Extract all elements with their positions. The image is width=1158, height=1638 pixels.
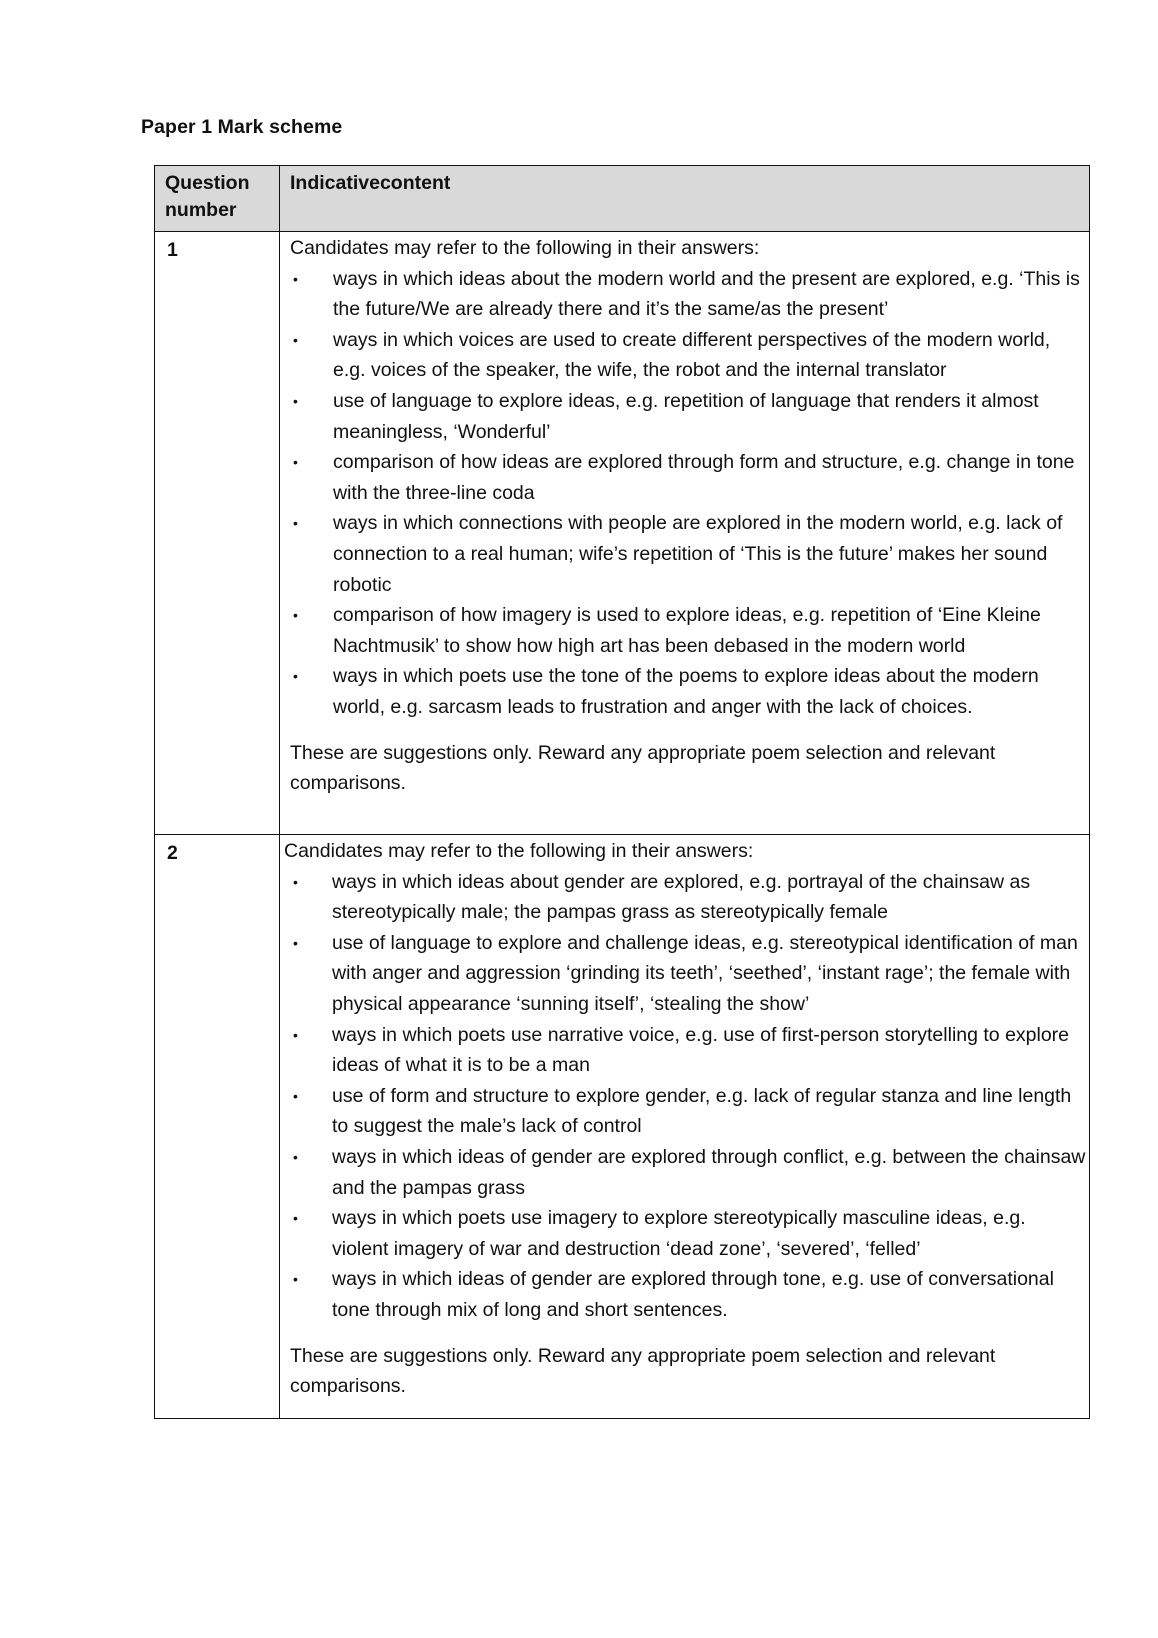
content-note: These are suggestions only. Reward any appropriate poem selection and relevant comparisons. (290, 1344, 996, 1398)
page-title: Paper 1 Mark scheme (141, 116, 343, 138)
list-item-text: ways in which poets use the tone of the poems to explore ideas about the modern world, e.g. sarcasm leads to frustration and anger with the lack of choices. (333, 665, 1039, 718)
question-number: 1 (155, 232, 280, 835)
table-header-row (155, 166, 1090, 232)
list-item-text: use of form and structure to explore gender, e.g. lack of regular stanza and line length to suggest the male’s lack of control (332, 1084, 1072, 1138)
list-item (290, 447, 1087, 508)
header-question-number: Question number (155, 166, 280, 232)
content-note: These are suggestions only. Reward any appropriate poem selection and relevant comparisons. (290, 741, 996, 795)
list-item (284, 928, 1087, 1020)
list-item (290, 386, 1087, 447)
bullet-icon: • (293, 1026, 298, 1043)
indicative-content-cell (280, 835, 1090, 1419)
list-item (284, 1081, 1087, 1142)
list-item (284, 867, 1087, 928)
table-row (155, 835, 1090, 1419)
list-item-text: ways in which ideas of gender are explored through tone, e.g. use of conversational tone through mix of long and short sentences. (332, 1268, 1054, 1321)
list-item-text: use of language to explore ideas, e.g. repetition of language that renders it almost meaningless, ‘Wonderful’ (333, 389, 1039, 443)
mark-scheme-table (154, 165, 1090, 1419)
list-item (284, 1020, 1087, 1081)
header-indicative-content: Indicativecontent (280, 166, 1090, 232)
indicative-content-cell (280, 232, 1090, 835)
table-row (155, 232, 1090, 835)
list-item-text: use of language to explore and challenge ideas, e.g. stereotypical identification of man with anger and aggression ‘grinding its teeth’, ‘seethed’, ‘instant rage’; the female with physical appearance ‘sunning itself’, ‘stealing the show’ (332, 931, 1078, 1015)
bullet-icon: • (293, 270, 298, 287)
list-item (290, 508, 1087, 600)
list-item-text: ways in which ideas about the modern world and the present are explored, e.g. ‘This is the future/We are already there and it’s the same/as the present’ (333, 267, 1080, 321)
bullet-icon: • (293, 668, 298, 685)
list-item-text: ways in which connections with people are explored in the modern world, e.g. lack of connection to a real human; wife’s repetition of ‘This is the future’ makes her sound robotic (333, 512, 1063, 596)
list-item-text: ways in which voices are used to create different perspectives of the modern world, e.g. voices of the speaker, the wife, the robot and the internal translator (333, 328, 1051, 382)
bullet-icon: • (293, 1271, 298, 1288)
bullet-icon: • (293, 331, 298, 348)
bullet-icon: • (293, 1087, 298, 1104)
list-item (284, 1264, 1087, 1325)
question-number: 2 (155, 835, 280, 1419)
list-item (290, 264, 1087, 325)
list-item (290, 600, 1087, 661)
content-intro: Candidates may refer to the following in their answers: (284, 840, 754, 862)
list-item-text: ways in which ideas of gender are explored through conflict, e.g. between the chainsaw and the pampas grass (332, 1145, 1086, 1199)
list-item-text: ways in which poets use narrative voice, e.g. use of first-person storytelling to explore ideas of what it is to be a man (332, 1023, 1070, 1077)
bullet-icon: • (293, 392, 298, 409)
bullet-icon: • (293, 873, 298, 890)
list-item-text: comparison of how imagery is used to explore ideas, e.g. repetition of ‘Eine Kleine Nachtmusik’ to show how high art has been debased in the modern world (333, 604, 1041, 657)
list-item-text: ways in which ideas about gender are explored, e.g. portrayal of the chainsaw as stereotypically male; the pampas grass as stereotypically female (332, 870, 1031, 924)
list-item (290, 661, 1087, 722)
bullet-icon: • (293, 454, 298, 471)
bullet-icon: • (293, 607, 298, 624)
list-item (290, 325, 1087, 386)
list-item-text: comparison of how ideas are explored through form and structure, e.g. change in tone with the three-line coda (333, 451, 1075, 504)
bullet-icon: • (293, 1148, 298, 1165)
content-intro: Candidates may refer to the following in their answers: (290, 237, 760, 259)
content-bullet-list (284, 867, 1087, 1326)
list-item (284, 1142, 1087, 1203)
bullet-icon: • (293, 1210, 298, 1227)
bullet-icon: • (293, 515, 298, 532)
bullet-icon: • (293, 934, 298, 951)
list-item (284, 1203, 1087, 1264)
content-bullet-list (290, 264, 1087, 723)
list-item-text: ways in which poets use imagery to explore stereotypically masculine ideas, e.g. violent imagery of war and destruction ‘dead zone’, ‘severed’, ‘felled’ (332, 1207, 1026, 1260)
